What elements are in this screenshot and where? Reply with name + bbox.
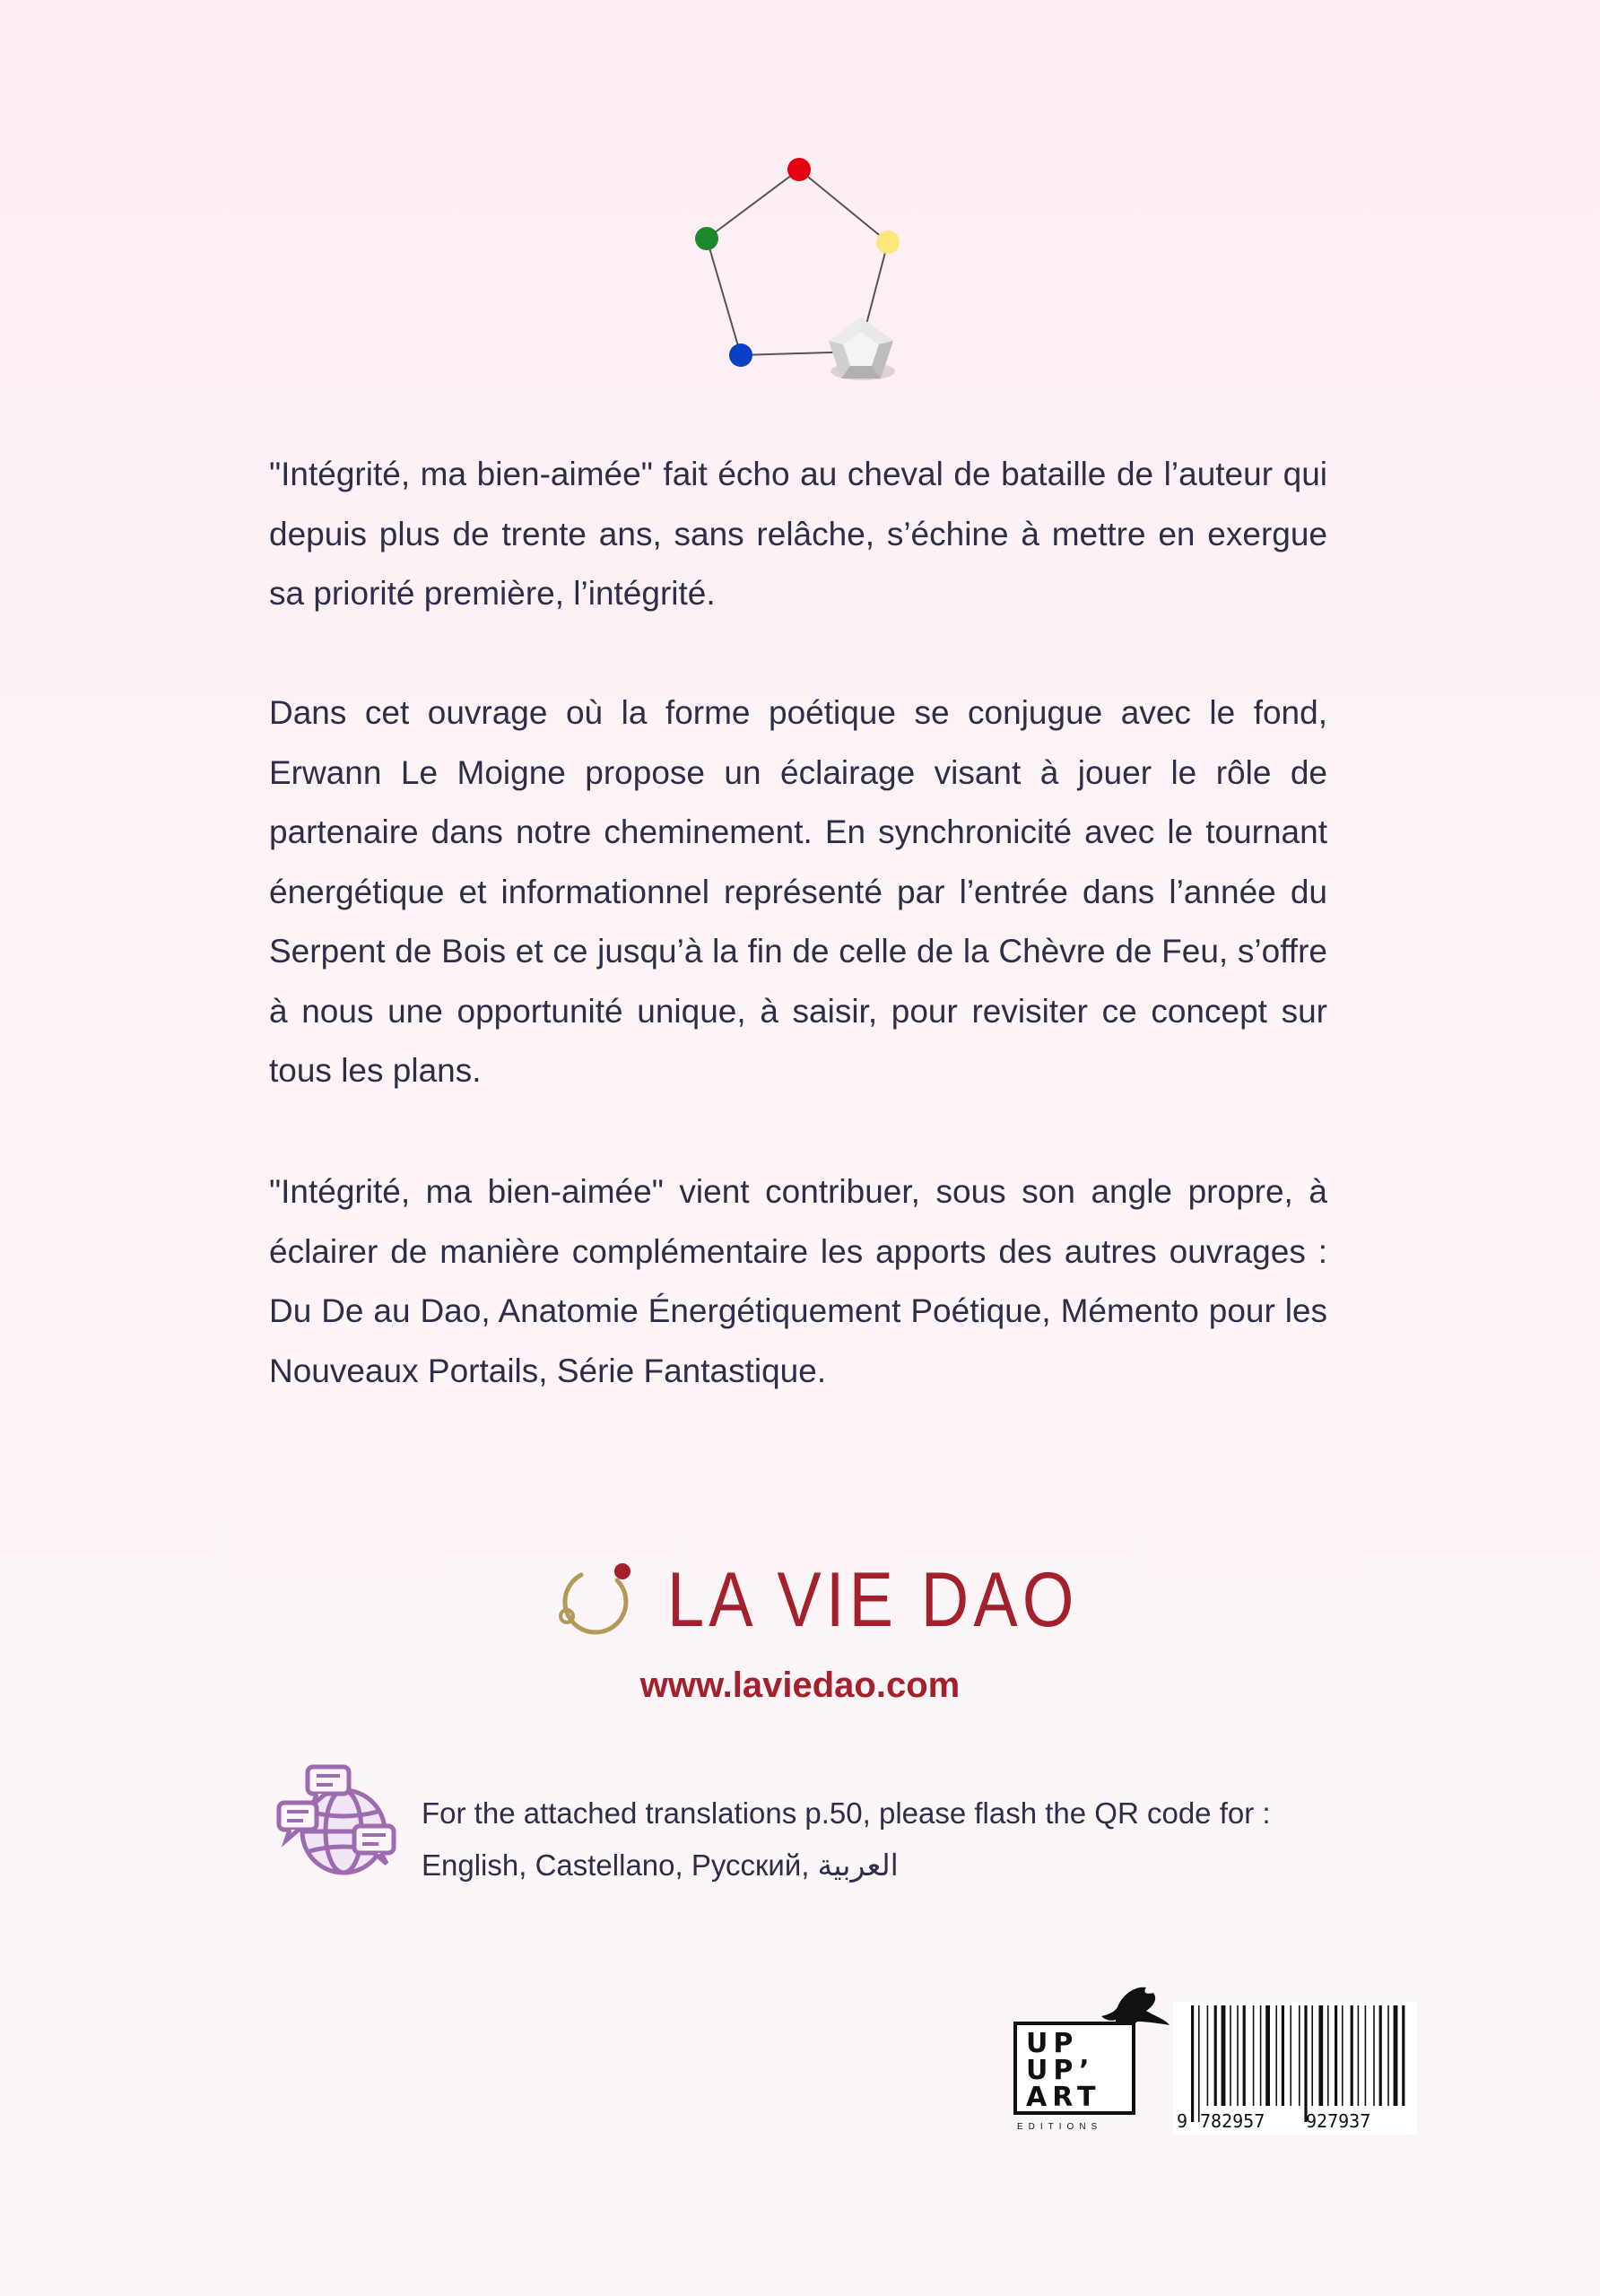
globe-chat-icon	[274, 1761, 399, 1878]
barcode-bar	[1265, 2005, 1270, 2106]
barcode-bar	[1290, 2005, 1291, 2106]
node-red	[787, 158, 811, 181]
barcode-bar	[1282, 2005, 1284, 2106]
paragraph-related-works: "Intégrité, ma bien-aimée" vient contribuer, sous son angle propre, à éclairer de manière complémentaire les apports des autres ouvrages : Du De au Dao, Anatomie Énergétiquement Poétique, Mémento pour les Nouveaux Portails, Série Fantastique.	[269, 1173, 1327, 1389]
barcode-bar	[1342, 2005, 1343, 2106]
pentagon-diagram	[664, 144, 933, 395]
logo-line-2: UP’	[1026, 2055, 1095, 2086]
barcode-bar	[1253, 2005, 1255, 2106]
barcode-bar	[1387, 2005, 1389, 2106]
barcode-bar	[1207, 2005, 1209, 2106]
translation-line-2: English, Castellano, Русский, العربية	[422, 1848, 899, 1882]
barcode-group-1: 782957	[1200, 2110, 1265, 2132]
paragraph-intro: "Intégrité, ma bien-aimée" fait écho au cheval de bataille de l’auteur qui depuis plus de trente ans, sans relâche, s’échine à mettre en exergue sa priorité première, l’intégrité.	[269, 456, 1327, 612]
barcode-bar	[1318, 2005, 1323, 2106]
logo-subtitle: EDITIONS	[1017, 2122, 1103, 2132]
barcode-bar	[1394, 2005, 1398, 2106]
barcode-bar	[1365, 2005, 1367, 2106]
translation-note	[422, 1787, 1372, 1892]
barcode-bar	[1222, 2005, 1226, 2106]
barcode-group-2: 927937	[1306, 2110, 1371, 2132]
brand-url[interactable]: www.laviedao.com	[639, 1665, 961, 1705]
barcode-bar	[1311, 2005, 1313, 2106]
barcode-bar	[1275, 2005, 1277, 2106]
brand-name: LA VIE DAO	[667, 1557, 1079, 1643]
barcode-bar	[1335, 2005, 1337, 2106]
barcode-bar	[1327, 2005, 1329, 2106]
barcode-bar	[1304, 2005, 1307, 2122]
la-vie-dao-logo-icon	[554, 1559, 635, 1639]
barcode-bar	[1351, 2005, 1353, 2106]
barcode-lead-digit: 9	[1177, 2110, 1188, 2132]
barcode-bar	[1243, 2005, 1246, 2106]
barcode-bar	[1260, 2005, 1262, 2106]
barcode-bar	[1230, 2005, 1231, 2106]
barcode-bar	[1214, 2005, 1217, 2106]
logo-line-3: ART	[1026, 2082, 1101, 2113]
barcode-bar	[1373, 2005, 1375, 2106]
barcode-bar	[1379, 2005, 1382, 2106]
dodecahedron-icon	[829, 317, 895, 380]
isbn-barcode	[1173, 2002, 1417, 2135]
node-green	[695, 227, 718, 250]
barcode-bar	[1198, 2005, 1200, 2122]
logo-line-1: UP	[1026, 2028, 1079, 2059]
barcode-bar	[1358, 2005, 1360, 2106]
translation-line-1: For the attached translations p.50, please flash the QR code for :	[422, 1796, 1271, 1830]
up-up-art-logo	[1012, 1980, 1173, 2133]
barcode-bar	[1191, 2005, 1194, 2122]
barcode-bar	[1402, 2005, 1404, 2106]
barcode-bar	[1299, 2005, 1300, 2106]
paragraph-description: Dans cet ouvrage où la forme poétique se conjugue avec le fond, Erwann Le Moigne propose un éclairage visant à jouer le rôle de partenaire dans notre cheminement. En synchronicité avec le tournant énergétique et informationnel représenté par l’entrée dans l’année du Serpent de Bois et ce jusqu’à la fin de celle de la Chèvre de Feu, s’offre à nous une opportunité unique, à saisir, pour revisiter ce concept sur tous les plans.	[269, 694, 1327, 1089]
node-blue	[729, 344, 752, 367]
node-yellow	[876, 230, 900, 254]
barcode-bar	[1237, 2005, 1239, 2106]
